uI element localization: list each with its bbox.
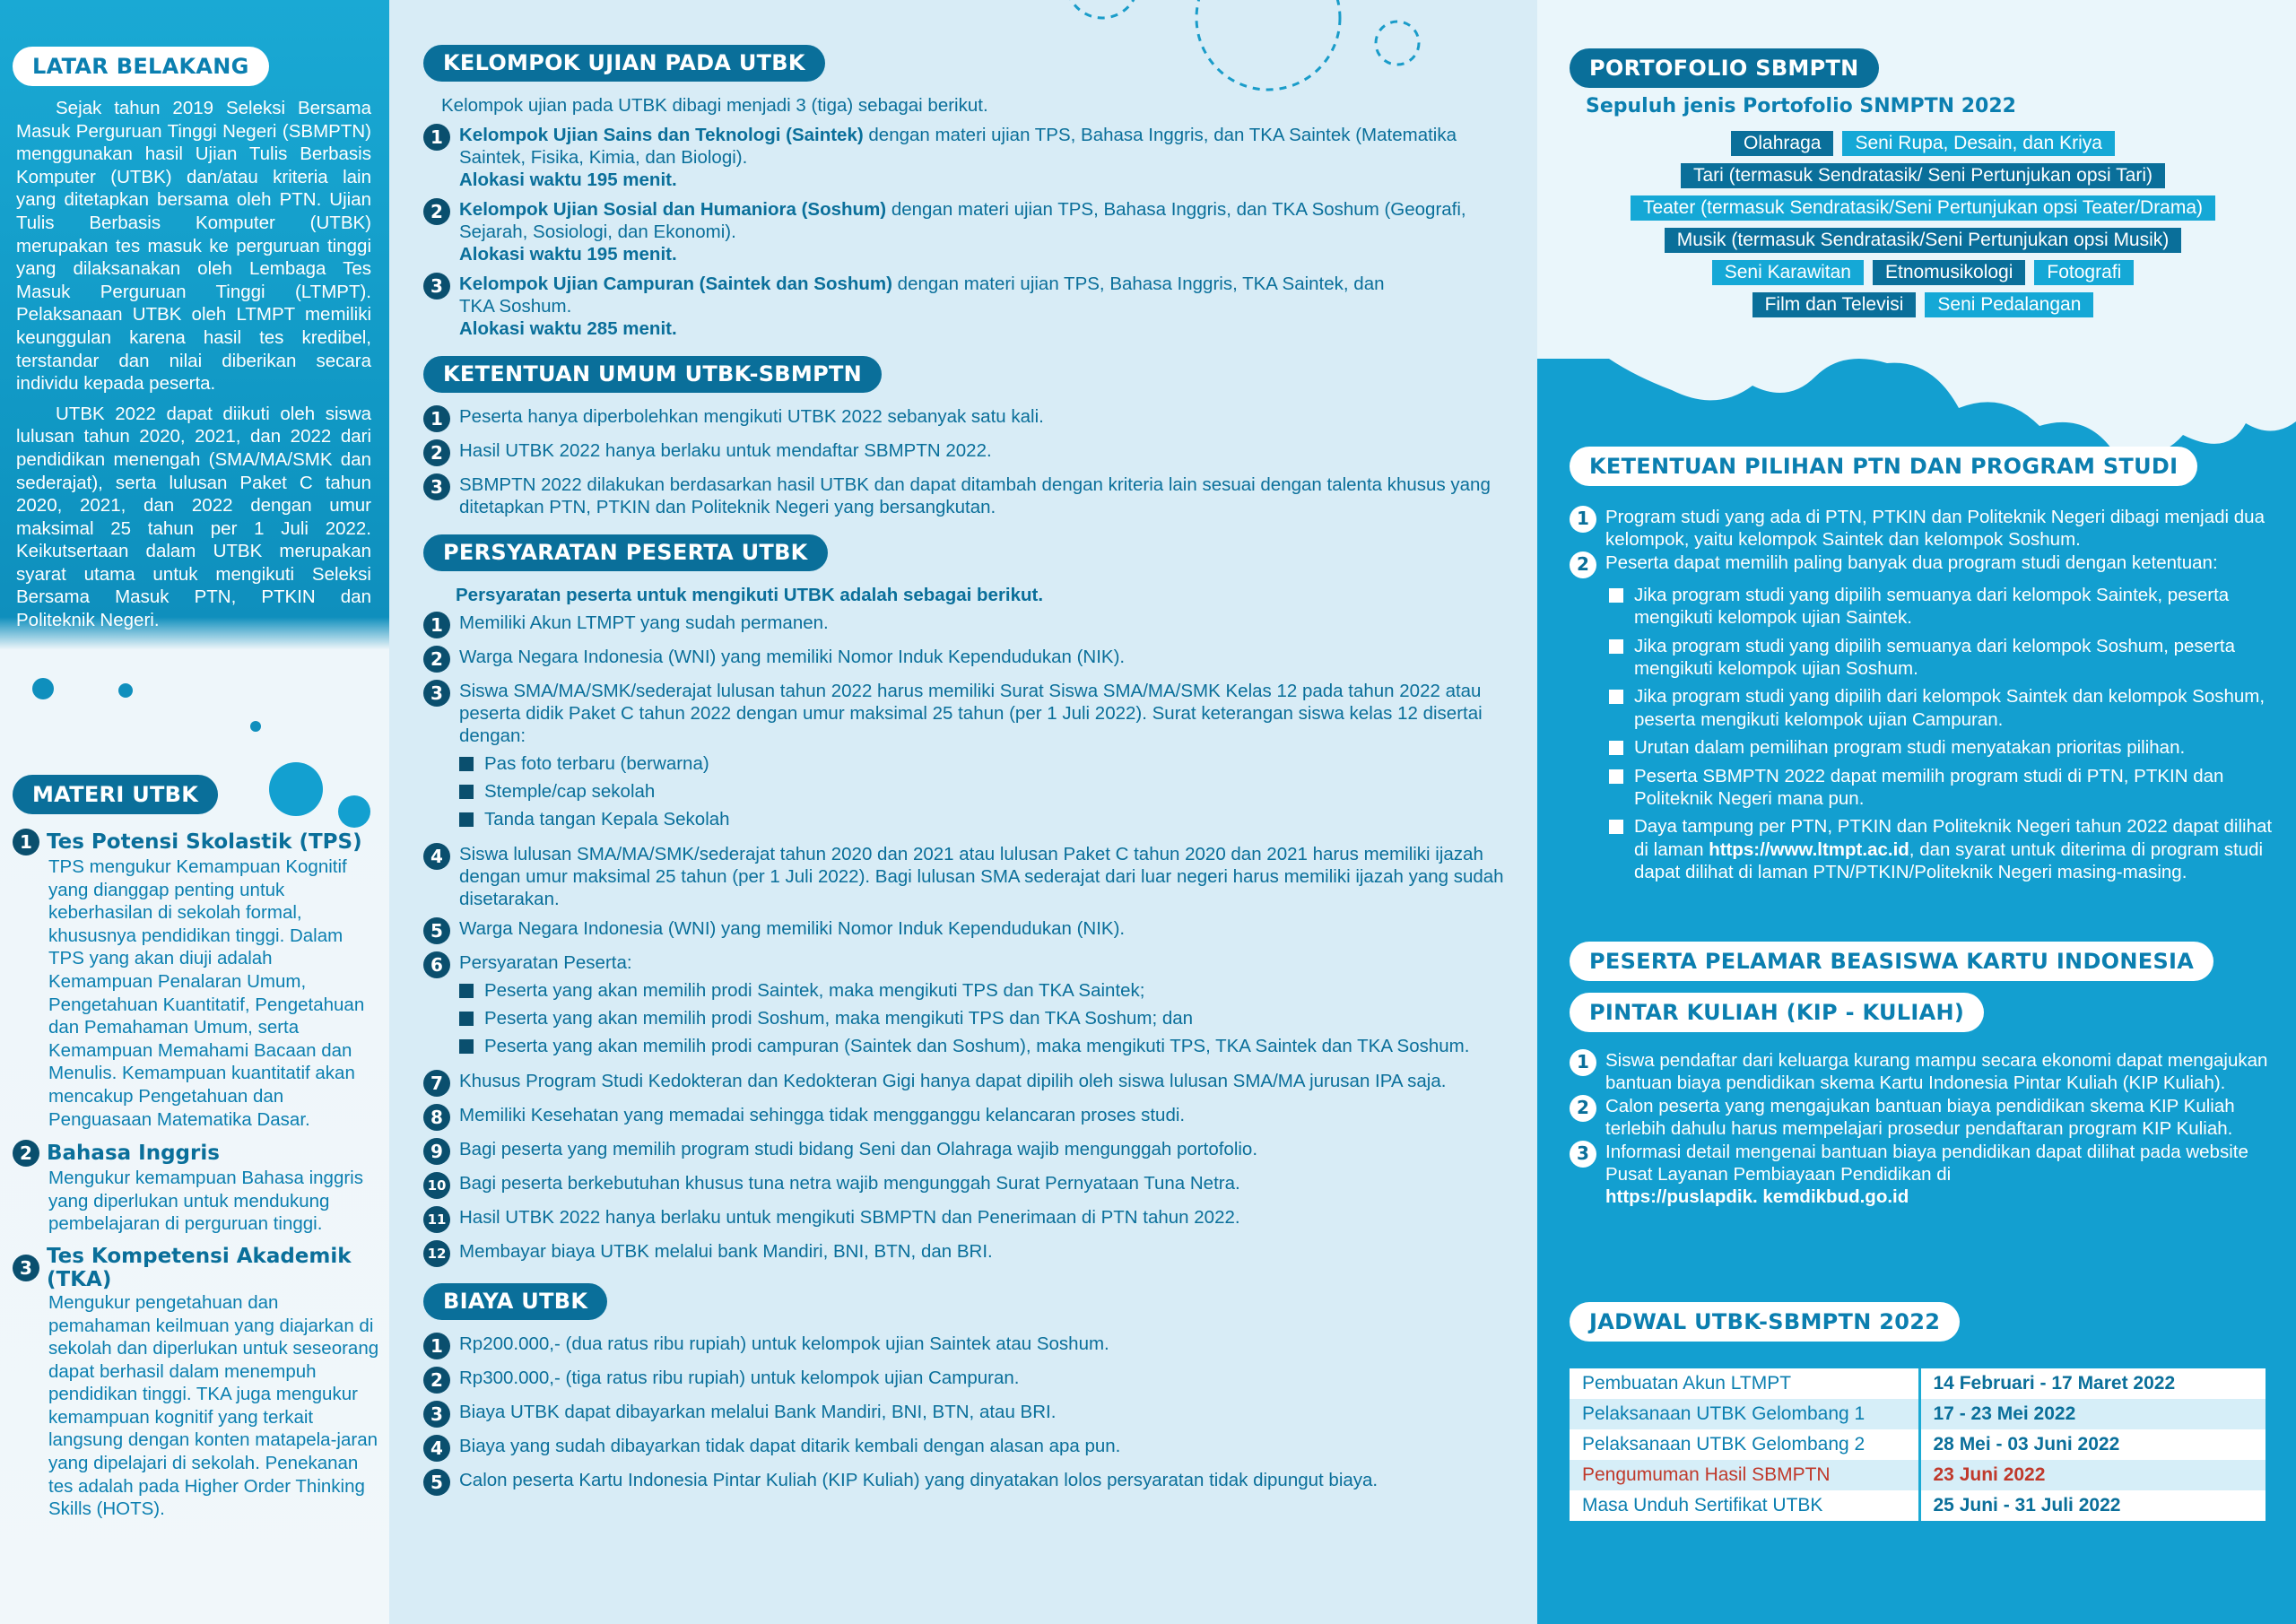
number-badge: 11 <box>423 1206 450 1233</box>
sub-text: Urutan dalam pemilihan program studi menyatakan prioritas pilihan. <box>1634 737 2186 759</box>
persyaratan-text: Warga Negara Indonesia (WNI) yang memiliki Nomor Induk Kependudukan (NIK). <box>459 647 1126 667</box>
persyaratan-text: Persyaratan Peserta: <box>459 952 632 973</box>
number-badge: 1 <box>423 405 450 432</box>
kelompok-text: dengan materi ujian TPS, Bahasa Inggris, dan TKA Soshum (Geografi, Sejarah, Sosiologi, dan Ekonomi). <box>459 199 1466 242</box>
tag-row <box>1564 260 2282 285</box>
biaya-text: Rp300.000,- (tiga ratus ribu rupiah) untuk kelompok ujian Campuran. <box>459 1368 1020 1388</box>
biaya-item <box>423 1469 1518 1496</box>
number-badge: 7 <box>423 1070 450 1097</box>
persyaratan-item <box>423 612 1518 638</box>
biaya-section <box>423 1283 1518 1496</box>
persyaratan-item <box>423 1070 1518 1097</box>
portofolio-tag: Etnomusikologi <box>1873 260 2025 285</box>
pilihan-text: Program studi yang ada di PTN, PTKIN dan Politeknik Negeri dibagi menjadi dua kelompok, yaitu kelompok Saintek dan kelompok Soshum. <box>1605 507 2265 551</box>
pilihan-list <box>1570 506 2287 578</box>
latar-belakang-title: LATAR BELAKANG <box>13 47 269 86</box>
jadwal-date: 25 Juni - 31 Juli 2022 <box>1919 1490 2266 1521</box>
jadwal-label: Pengumuman Hasil SBMPTN <box>1570 1460 1919 1490</box>
number-badge: 3 <box>423 273 450 300</box>
kelompok-alloc: Alokasi waktu 285 menit. <box>459 318 677 339</box>
cloud-decoration-right <box>1537 323 2296 466</box>
biaya-text: Biaya yang sudah dibayarkan tidak dapat ditarik kembali dengan alasan apa pun. <box>459 1436 1121 1456</box>
number-badge: 3 <box>423 473 450 500</box>
ketentuan-text: SBMPTN 2022 dilakukan berdasarkan hasil UTBK dan dapat ditambah dengan kriteria lain sesuai dengan talenta khusus yang ditetapkan PTN, PTKIN dan Politeknik Negeri yang bersangkutan. <box>459 474 1491 517</box>
pilihan-item <box>1570 551 2287 578</box>
jadwal-date: 28 Mei - 03 Juni 2022 <box>1919 1429 2266 1460</box>
jadwal-table <box>1570 1368 2266 1521</box>
persyaratan-item <box>423 1104 1518 1131</box>
kelompok-item <box>423 273 1518 340</box>
number-badge: 2 <box>423 646 450 673</box>
biaya-text: Calon peserta Kartu Indonesia Pintar Kuliah (KIP Kuliah) yang dinyatakan lolos persyaratan tidak dipungut biaya. <box>459 1470 1378 1490</box>
portofolio-tag: Seni Pedalangan <box>1925 292 2093 317</box>
kip-item <box>1570 1049 2287 1095</box>
materi-description: Mengukur kemampuan Bahasa inggris yang diperlukan untuk mendukung pembelajaran di perguruan tinggi. <box>48 1168 363 1235</box>
persyaratan-text: Bagi peserta yang memilih program studi bidang Seni dan Olahraga wajib mengunggah portofolio. <box>459 1139 1258 1159</box>
latar-paragraph-2: UTBK 2022 dapat diikuti oleh siswa lulusan tahun 2020, 2021, dan 2022 dari pendidikan menengah (SMA/MA/SMK dan sederajat), serta lulusan Paket C tahun 2020, 2021, dan 2022 dengan umur maksimal 25 tahun per 1 Juli 2022. Keikutsertaan dalam UTBK merupakan syarat utama untuk mengikuti Seleksi Bersama Masuk PTN, PTKIN dan Politeknik Negeri. <box>16 403 371 631</box>
kip-text: Siswa pendaftar dari keluarga kurang mampu secara ekonomi dapat mengajukan bantuan biaya pendidikan skema Kartu Indonesia Pintar Kuliah (KIP Kuliah). <box>1605 1050 2268 1094</box>
persyaratan-intro: Persyaratan peserta untuk mengikuti UTBK adalah sebagai berikut. <box>456 585 1044 605</box>
number-badge: 8 <box>423 1104 450 1131</box>
left-column <box>0 0 389 1624</box>
persyaratan-text: Hasil UTBK 2022 hanya berlaku untuk mengikuti SBMPTN dan Penerimaan di PTN tahun 2022. <box>459 1207 1240 1228</box>
biaya-text: Biaya UTBK dapat dibayarkan melalui Bank Mandiri, BNI, BTN, atau BRI. <box>459 1402 1057 1422</box>
square-bullet-icon <box>459 785 474 799</box>
number-badge: 4 <box>423 1435 450 1462</box>
table-row <box>1570 1368 2266 1399</box>
number-badge: 2 <box>1570 1095 1596 1122</box>
jadwal-label: Masa Unduh Sertifikat UTBK <box>1570 1490 1919 1521</box>
number-badge: 2 <box>423 439 450 466</box>
square-bullet-icon <box>459 812 474 827</box>
square-bullet-icon <box>1609 741 1623 755</box>
sub-text: Peserta yang akan memilih prodi Soshum, maka mengikuti TPS dan TKA Soshum; dan <box>484 1008 1194 1029</box>
sub-text: Peserta SBMPTN 2022 dapat memilih program studi di PTN, PTKIN dan Politeknik Negeri mana pun. <box>1634 765 2224 810</box>
materi-heading: Tes Potensi Skolastik (TPS) <box>47 830 362 854</box>
portofolio-tag: Teater (termasuk Sendratasik/Seni Pertunjukan opsi Teater/Drama) <box>1631 195 2215 221</box>
number-badge: 1 <box>423 124 450 151</box>
kelompok-list <box>423 124 1518 340</box>
persyaratan-section <box>423 534 1518 1267</box>
square-bullet-icon <box>459 757 474 771</box>
number-badge: 10 <box>423 1172 450 1199</box>
persyaratan-text: Khusus Program Studi Kedokteran dan Kedokteran Gigi hanya dapat dipilih oleh siswa lulusan SMA/MA jurusan IPA saja. <box>459 1071 1447 1091</box>
kip-list <box>1570 1049 2287 1209</box>
sub-text: Jika program studi yang dipilih semuanya dari kelompok Soshum, peserta mengikuti kelompok ujian Soshum. <box>1634 635 2236 680</box>
middle-content <box>423 45 1518 1512</box>
pilihan-text: Peserta dapat memilih paling banyak dua program studi dengan ketentuan: <box>1605 551 2218 573</box>
number-badge: 1 <box>1570 506 1596 533</box>
sub-item <box>459 979 1469 1002</box>
kip-title-line2: PINTAR KULIAH (KIP - KULIAH) <box>1570 993 1984 1032</box>
middle-column <box>389 0 1537 1624</box>
number-badge: 2 <box>423 1367 450 1394</box>
biaya-list <box>423 1333 1518 1496</box>
persyaratan-sublist <box>459 752 1518 830</box>
table-row <box>1570 1429 2266 1460</box>
persyaratan-text: Warga Negara Indonesia (WNI) yang memiliki Nomor Induk Kependudukan (NIK). <box>459 918 1126 939</box>
ketentuan-item <box>423 439 1518 466</box>
table-row <box>1570 1460 2266 1490</box>
sub-text: Peserta yang akan memilih prodi Saintek, maka mengikuti TPS dan TKA Saintek; <box>484 980 1145 1001</box>
kelompok-name: Kelompok Ujian Sains dan Teknologi (Saintek) <box>459 125 864 145</box>
kelompok-alloc: Alokasi waktu 195 menit. <box>459 169 677 190</box>
biaya-item <box>423 1367 1518 1394</box>
jadwal-label: Pembuatan Akun LTMPT <box>1570 1368 1919 1399</box>
materi-list <box>13 829 380 1530</box>
jadwal-title: JADWAL UTBK-SBMPTN 2022 <box>1570 1302 1960 1342</box>
sub-item <box>459 780 1518 803</box>
latar-belakang-text <box>16 97 371 639</box>
materi-heading: Bahasa Inggris <box>47 1142 220 1166</box>
kip-item <box>1570 1141 2287 1209</box>
materi-description: Mengukur pengetahuan dan pemahaman keilmuan yang diajarkan di sekolah dan diperlukan untuk seseorang dapat berhasil dalam menempuh pendidikan tinggi. TKA juga mengukur kemampuan kognitif yang terkait langsung dengan konten matapela-jaran yang dipelajari di sekolah. Penekanan tes adalah pada Higher Order Thinking Skills (HOTS). <box>48 1291 379 1520</box>
portofolio-title: PORTOFOLIO SBMPTN <box>1570 48 1879 88</box>
sub-item <box>1609 736 2287 759</box>
materi-item-3 <box>13 1245 380 1521</box>
kelompok-text: dengan materi ujian TPS, Bahasa Inggris, TKA Saintek, dan TKA Soshum. <box>459 274 1385 317</box>
number-badge: 5 <box>423 1469 450 1496</box>
portofolio-tag: Film dan Televisi <box>1752 292 1917 317</box>
sub-text: Stemple/cap sekolah <box>484 781 656 802</box>
number-badge: 1 <box>1570 1049 1596 1076</box>
number-badge: 5 <box>423 917 450 944</box>
kip-item <box>1570 1095 2287 1141</box>
sub-text: Daya tampung per PTN, PTKIN dan Politeknik Negeri tahun 2022 dapat dilihat di laman <box>1634 816 2273 860</box>
sub-item <box>1609 635 2287 681</box>
number-badge: 3 <box>13 1255 39 1281</box>
persyaratan-text: Siswa SMA/MA/SMK/sederajat lulusan tahun 2022 harus memiliki Surat Siswa SMA/MA/SMK Kelas 12 pada tahun 2022 atau peserta didik Paket C tahun 2022 dengan umur maksimal 25 tahun (per 1 Juli 2022). Surat keterangan siswa kelas 12 disertai dengan: <box>459 681 1483 746</box>
persyaratan-item <box>423 1172 1518 1199</box>
portofolio-tag: Seni Karawitan <box>1712 260 1864 285</box>
sub-text: Jika program studi yang dipilih dari kelompok Saintek dan kelompok Soshum, peserta mengikuti kelompok ujian Campuran. <box>1634 686 2266 730</box>
number-badge: 2 <box>13 1140 39 1167</box>
number-badge: 1 <box>13 829 39 855</box>
persyaratan-list <box>423 612 1518 1267</box>
tag-row <box>1564 228 2282 253</box>
kelompok-intro: Kelompok ujian pada UTBK dibagi menjadi 3 (tiga) sebagai berikut. <box>441 95 988 116</box>
kip-text: Informasi detail mengenai bantuan biaya pendidikan dapat dilihat pada website Pusat Layanan Pembiayaan Pendidikan di <box>1605 1141 2248 1185</box>
portofolio-tag: Olahraga <box>1731 131 1833 156</box>
number-badge: 12 <box>423 1240 450 1267</box>
sub-text: Peserta yang akan memilih prodi campuran (Saintek dan Soshum), maka mengikuti TPS, TKA Saintek dan TKA Soshum. <box>484 1036 1470 1056</box>
pilihan-title: KETENTUAN PILIHAN PTN DAN PROGRAM STUDI <box>1570 447 2197 486</box>
portofolio-tag: Musik (termasuk Sendratasik/Seni Pertunjukan opsi Musik) <box>1665 228 2182 253</box>
persyaratan-item <box>423 951 1518 1063</box>
portofolio-tag: Seni Rupa, Desain, dan Kriya <box>1842 131 2115 156</box>
portofolio-tags <box>1564 131 2282 325</box>
persyaratan-item <box>423 646 1518 673</box>
table-row <box>1570 1399 2266 1429</box>
sub-text: Tanda tangan Kepala Sekolah <box>484 809 730 829</box>
kelompok-name: Kelompok Ujian Sosial dan Humaniora (Soshum) <box>459 199 887 220</box>
persyaratan-text: Siswa lulusan SMA/MA/SMK/sederajat tahun 2020 dan 2021 atau lulusan Paket C tahun 2020 dan 2021 harus memiliki ijazah dengan umur maksimal 25 tahun (per 1 Juli 2022). Bagi lulusan SMA sederajat dari luar negeri harus memiliki ijazah yang sudah disetarakan. <box>459 844 1504 909</box>
sub-item <box>459 1007 1469 1029</box>
square-bullet-icon <box>459 1039 474 1054</box>
number-badge: 6 <box>423 951 450 978</box>
sub-item <box>1609 815 2287 883</box>
pilihan-sublist <box>1609 584 2287 884</box>
kelompok-section <box>423 45 1518 340</box>
square-bullet-icon <box>1609 588 1623 603</box>
biaya-text: Rp200.000,- (dua ratus ribu rupiah) untuk kelompok ujian Saintek atau Soshum. <box>459 1333 1109 1354</box>
materi-item-1 <box>13 829 380 1131</box>
kelompok-item <box>423 124 1518 191</box>
square-bullet-icon <box>1609 769 1623 784</box>
latar-paragraph-1: Sejak tahun 2019 Seleksi Bersama Masuk Perguruan Tinggi Negeri (SBMPTN) menggunakan hasil Ujian Tulis Berbasis Komputer (UTBK) dan/atau kriteria lain yang ditetapkan bersama oleh PTN. Ujian Tulis Berbasis Komputer (UTBK) merupakan tes masuk ke perguruan tinggi yang dilaksanakan oleh Lembaga Tes Masuk Perguruan Tinggi (LTMPT). Pelaksanaan UTBK oleh LTMPT memiliki keunggulan karena hasil tes kredibel, terstandar dan nilai diberikan secara individu kepada peserta. <box>16 98 371 395</box>
ketentuan-text: Peserta hanya diperbolehkan mengikuti UTBK 2022 sebanyak satu kali. <box>459 406 1044 427</box>
square-bullet-icon <box>459 1012 474 1026</box>
biaya-title: BIAYA UTBK <box>423 1283 607 1320</box>
kip-text: Calon peserta yang mengajukan bantuan biaya pendidikan skema KIP Kuliah terlebih dahulu harus mempelajari prosedur pendaftaran program KIP Kuliah. <box>1605 1095 2235 1140</box>
number-badge: 9 <box>423 1138 450 1165</box>
persyaratan-text: Membayar biaya UTBK melalui bank Mandiri, BNI, BTN, dan BRI. <box>459 1241 993 1262</box>
sub-item <box>1609 584 2287 630</box>
pilihan-item <box>1570 506 2287 551</box>
number-badge: 1 <box>423 612 450 638</box>
jadwal-date: 14 Februari - 17 Maret 2022 <box>1919 1368 2266 1399</box>
sub-text: , dan syarat untuk diterima di program studi dapat dilihat di laman PTN/PTKIN/Politeknik Negeri masing-masing. <box>1634 838 2264 883</box>
materi-heading: Tes Kompetensi Akademik (TKA) <box>47 1244 352 1291</box>
cloud-decoration-left <box>0 664 389 843</box>
persyaratan-item <box>423 1138 1518 1165</box>
sub-text: Pas foto terbaru (berwarna) <box>484 753 709 774</box>
table-row <box>1570 1490 2266 1521</box>
kelompok-name: Kelompok Ujian Campuran (Saintek dan Soshum) <box>459 274 892 294</box>
ketentuan-title: KETENTUAN UMUM UTBK-SBMPTN <box>423 356 882 393</box>
tag-row <box>1564 195 2282 221</box>
kelompok-alloc: Alokasi waktu 195 menit. <box>459 244 677 265</box>
portofolio-tag: Tari (termasuk Sendratasik/ Seni Pertunjukan opsi Tari) <box>1681 163 2165 188</box>
square-bullet-icon <box>1609 690 1623 704</box>
jadwal-label: Pelaksanaan UTBK Gelombang 1 <box>1570 1399 1919 1429</box>
materi-item-2 <box>13 1140 380 1236</box>
square-bullet-icon <box>1609 820 1623 834</box>
persyaratan-item <box>423 1240 1518 1267</box>
ketentuan-text: Hasil UTBK 2022 hanya berlaku untuk mendaftar SBMPTN 2022. <box>459 440 992 461</box>
tag-row <box>1564 292 2282 317</box>
ketentuan-item <box>423 473 1518 518</box>
square-bullet-icon <box>459 984 474 998</box>
kip-title-line1: PESERTA PELAMAR BEASISWA KARTU INDONESIA <box>1570 942 2213 981</box>
persyaratan-item <box>423 843 1518 910</box>
kelompok-text: dengan materi ujian TPS, Bahasa Inggris, dan TKA Saintek (Matematika Saintek, Fisika, Kimia, dan Biologi). <box>459 125 1457 168</box>
number-badge: 2 <box>1570 551 1596 578</box>
jadwal-label: Pelaksanaan UTBK Gelombang 2 <box>1570 1429 1919 1460</box>
biaya-item <box>423 1401 1518 1428</box>
persyaratan-text: Memiliki Kesehatan yang memadai sehingga tidak mengganggu kelancaran proses studi. <box>459 1105 1186 1125</box>
number-badge: 1 <box>423 1333 450 1359</box>
persyaratan-text: Memiliki Akun LTMPT yang sudah permanen. <box>459 612 829 633</box>
ketentuan-section <box>423 356 1518 518</box>
ltmpt-link[interactable]: https://www.ltmpt.ac.id <box>1709 838 1909 860</box>
sub-item <box>459 1035 1469 1057</box>
puslapdik-link[interactable]: https://puslapdik. kemdikbud.go.id <box>1605 1186 1909 1208</box>
sub-item <box>459 808 1518 830</box>
sub-item <box>1609 685 2287 731</box>
sub-text: Jika program studi yang dipilih semuanya dari kelompok Saintek, peserta mengikuti kelompok ujian Saintek. <box>1634 584 2230 629</box>
persyaratan-item <box>423 680 1518 836</box>
square-bullet-icon <box>1609 639 1623 654</box>
right-column <box>1537 0 2296 1624</box>
materi-description: TPS mengukur Kemampuan Kognitif yang dianggap penting untuk keberhasilan di sekolah formal, khususnya pendidikan tinggi. Dalam TPS yang akan diuji adalah Kemampuan Penalaran Umum, Pengetahuan Kuantitatif, Pengetahuan dan Pemahaman Umum, serta Kemampuan Memahami Bacaan dan Menulis. Kemampuan kuantitatif akan mencakup Pengetahuan dan Penguasaan Matematika Dasar. <box>48 856 365 1130</box>
sub-item <box>459 752 1518 775</box>
pilihan-content <box>1570 506 2287 890</box>
sub-item <box>1609 765 2287 811</box>
jadwal-date: 17 - 23 Mei 2022 <box>1919 1399 2266 1429</box>
tag-row <box>1564 131 2282 156</box>
persyaratan-item <box>423 917 1518 944</box>
kelompok-item <box>423 198 1518 265</box>
number-badge: 4 <box>423 843 450 870</box>
kelompok-title: KELOMPOK UJIAN PADA UTBK <box>423 45 825 82</box>
number-badge: 3 <box>423 1401 450 1428</box>
number-badge: 2 <box>423 198 450 225</box>
persyaratan-title: PERSYARATAN PESERTA UTBK <box>423 534 828 571</box>
materi-utbk-title: MATERI UTBK <box>13 775 218 814</box>
number-badge: 3 <box>1570 1141 1596 1168</box>
persyaratan-item <box>423 1206 1518 1233</box>
kip-content <box>1570 1049 2287 1209</box>
biaya-item <box>423 1435 1518 1462</box>
portofolio-tag: Fotografi <box>2034 260 2134 285</box>
persyaratan-text: Bagi peserta berkebutuhan khusus tuna netra wajib mengunggah Surat Pernyataan Tuna Netra. <box>459 1173 1240 1194</box>
ketentuan-item <box>423 405 1518 432</box>
ketentuan-list <box>423 405 1518 518</box>
tag-row <box>1564 163 2282 188</box>
biaya-item <box>423 1333 1518 1359</box>
persyaratan-sublist <box>459 979 1469 1057</box>
portofolio-subtitle: Sepuluh jenis Portofolio SNMPTN 2022 <box>1586 95 2016 117</box>
jadwal-date: 23 Juni 2022 <box>1919 1460 2266 1490</box>
number-badge: 3 <box>423 680 450 707</box>
